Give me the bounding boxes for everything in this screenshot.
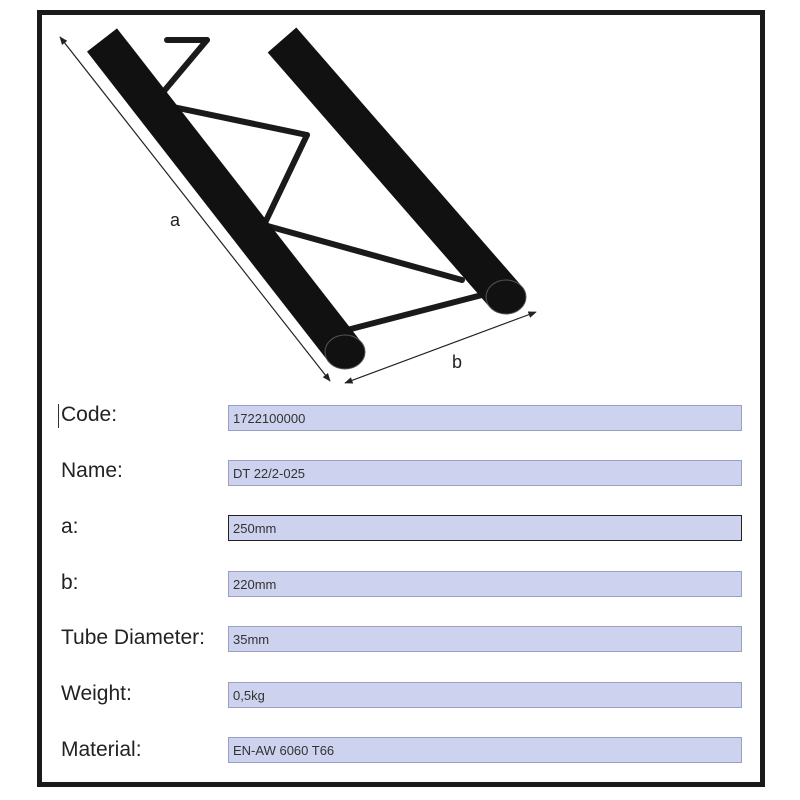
- a-label: a:: [61, 515, 79, 538]
- material-field[interactable]: [228, 737, 742, 763]
- b-label: b:: [61, 571, 79, 594]
- weight-field[interactable]: [228, 682, 742, 708]
- b-field[interactable]: [228, 571, 742, 597]
- tube-diameter-field[interactable]: [228, 626, 742, 652]
- text-caret: [58, 404, 59, 428]
- truss-right-chord: [282, 40, 526, 314]
- material-label: Material:: [61, 738, 142, 761]
- dimension-a: [60, 37, 330, 381]
- code-field[interactable]: [228, 405, 742, 431]
- code-label: Code:: [61, 403, 118, 426]
- dimension-b-label: b: [452, 352, 463, 372]
- a-field[interactable]: [228, 515, 742, 541]
- name-field[interactable]: [228, 460, 742, 486]
- spec-sheet-frame: [37, 10, 765, 787]
- name-label: Name:: [61, 459, 123, 482]
- dimension-a-label: a: [170, 210, 181, 230]
- weight-label: Weight:: [61, 682, 132, 705]
- tube-diameter-label: Tube Diameter:: [61, 626, 205, 649]
- truss-drawing: [42, 15, 760, 400]
